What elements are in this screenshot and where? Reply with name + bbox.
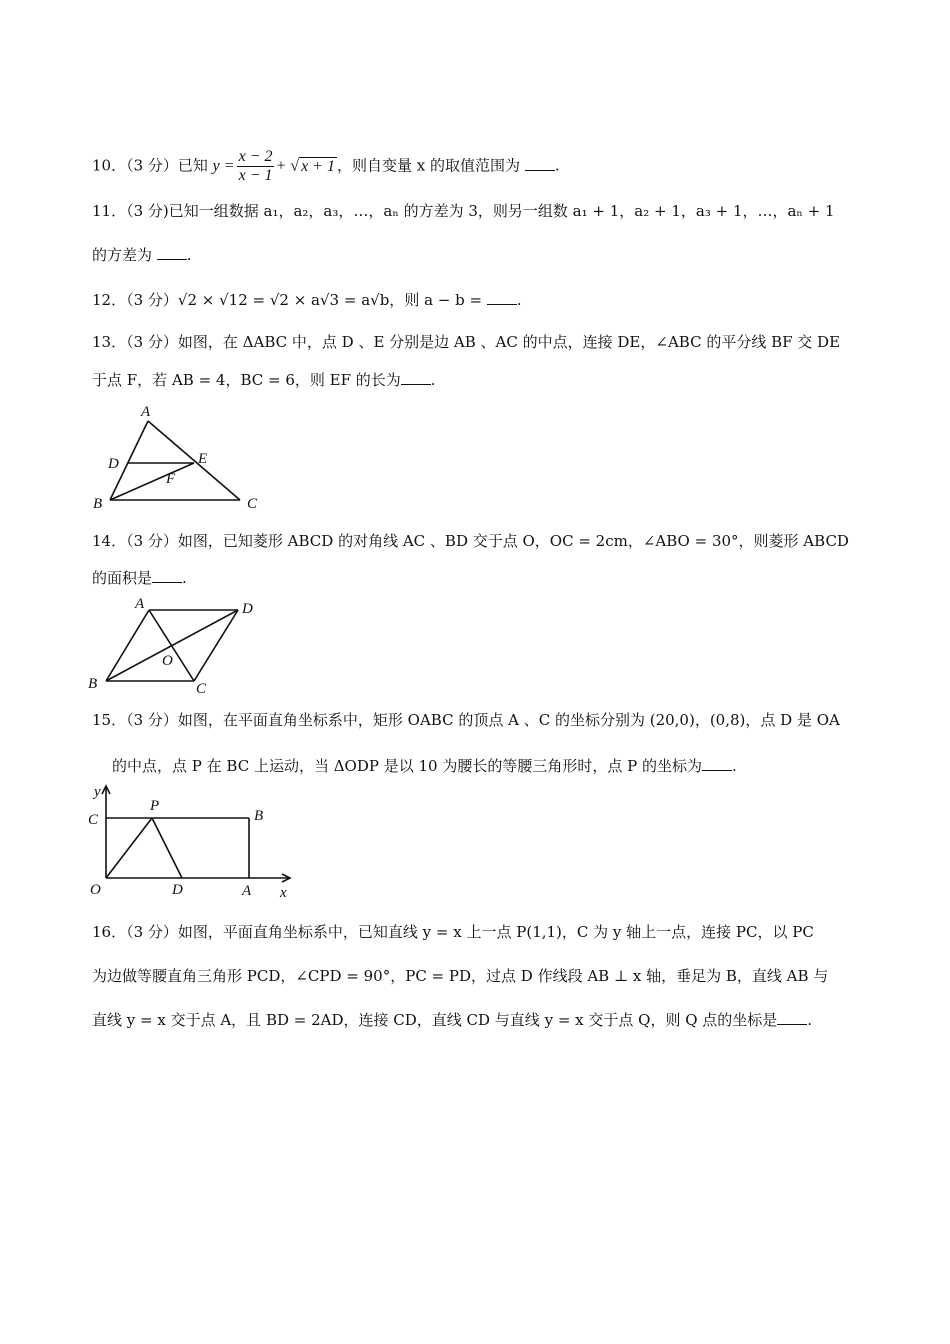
q14-line2-text: 的面积是: [92, 569, 153, 587]
q10-sqrt-sign: √: [290, 157, 300, 175]
q10-frac-num: x − 2: [238, 148, 273, 165]
q12-text: 12．（3 分）√2 × √12 = √2 × a√3 = a√b，则 a − b =: [92, 291, 487, 309]
q14-rhombus-figure: [88, 595, 263, 695]
q16-end: .: [807, 1011, 813, 1029]
q15-end: .: [731, 757, 737, 775]
q13-label-f: F: [166, 471, 176, 487]
q13-label-b: B: [93, 496, 103, 512]
q10-answer-blank: [525, 156, 555, 171]
q15-line2-text: 的中点，点 P 在 BC 上运动，当 ΔODP 是以 10 为腰长的等腰三角形时，点 P 的坐标为: [112, 757, 702, 775]
q10-radicand: x + 1: [301, 157, 335, 175]
question-14-line1: 14．（3 分）如图，已知菱形 ABCD 的对角线 AC 、BD 交于点 O，OC = 2cm，∠ABO = 30°，则菱形 ABCD: [92, 532, 849, 550]
q14-answer-blank: [152, 568, 182, 583]
question-10: [92, 148, 560, 185]
q15-label-x: x: [280, 885, 287, 901]
q11-line2-text: 的方差为: [92, 246, 157, 264]
q14-label-b: B: [88, 676, 98, 692]
q13-label-a: A: [141, 404, 151, 420]
q12-answer-blank: [487, 290, 517, 305]
q15-label-o: O: [90, 882, 101, 898]
q13-label-e: E: [198, 451, 208, 467]
question-13-line2: [92, 370, 436, 390]
question-16-line3: [92, 1010, 812, 1030]
question-12: [92, 290, 522, 310]
q15-label-b: B: [254, 808, 264, 824]
q12-end: .: [516, 291, 522, 309]
q13-label-c: C: [247, 496, 258, 512]
q13-answer-blank: [401, 370, 431, 385]
q13-triangle-figure: [90, 400, 270, 515]
q10-prefix: 10．（3 分）已知: [92, 156, 213, 175]
q15-label-d: D: [172, 882, 183, 898]
question-16-line2: 为边做等腰直角三角形 PCD，∠CPD = 90°，PC = PD，过点 D 作线段 AB ⊥ x 轴，垂足为 B，直线 AB 与: [92, 967, 829, 985]
q15-label-p: P: [150, 798, 160, 814]
q16-answer-blank: [777, 1010, 807, 1025]
q15-label-c: C: [88, 812, 99, 828]
q11-answer-blank: [157, 245, 187, 260]
question-15-line2: [112, 756, 737, 776]
question-13-line1: 13．（3 分）如图，在 ΔABC 中，点 D 、E 分别是边 AB 、AC 的中点，连接 DE，∠ABC 的平分线 BF 交 DE: [92, 333, 841, 351]
question-11-line2: [92, 245, 192, 265]
q15-label-a: A: [242, 883, 252, 899]
q14-label-a: A: [135, 596, 145, 612]
q10-suffix: ，则自变量 x 的取值范围为: [336, 156, 525, 175]
q10-plus: +: [276, 157, 286, 175]
q14-label-o: O: [162, 653, 173, 669]
q10-frac-den: x − 1: [238, 167, 273, 184]
q10-fraction: [237, 148, 275, 185]
q14-label-d: D: [242, 601, 253, 617]
question-11-line1: 11．（3 分)已知一组数据 a₁，a₂，a₃，…，aₙ 的方差为 3，则另一组数 a₁ + 1，a₂ + 1，a₃ + 1，…，aₙ + 1: [92, 202, 835, 220]
q10-y-eq: y =: [212, 157, 235, 175]
q16-line3-text: 直线 y = x 交于点 A，且 BD = 2AD，连接 CD，直线 CD 与直线 y = x 交于点 Q，则 Q 点的坐标是: [92, 1011, 778, 1029]
q14-label-c: C: [196, 681, 207, 697]
q11-end: .: [186, 246, 192, 264]
q13-label-d: D: [108, 456, 119, 472]
q10-end: .: [554, 156, 560, 175]
q13-end: .: [430, 371, 436, 389]
q15-coordinate-figure: [86, 780, 301, 905]
q14-end: .: [182, 569, 187, 587]
question-15-line1: 15．（3 分）如图，在平面直角坐标系中，矩形 OABC 的顶点 A 、C 的坐标分别为 (20,0)，(0,8)，点 D 是 OA: [92, 711, 840, 729]
question-14-line2: [92, 568, 187, 588]
q15-answer-blank: [702, 756, 732, 771]
question-16-line1: 16．（3 分）如图，平面直角坐标系中，已知直线 y = x 上一点 P(1,1)，C 为 y 轴上一点，连接 PC，以 PC: [92, 923, 814, 941]
q15-label-y: y: [94, 784, 101, 800]
q13-line2-text: 于点 F，若 AB = 4，BC = 6，则 EF 的长为: [92, 371, 401, 389]
